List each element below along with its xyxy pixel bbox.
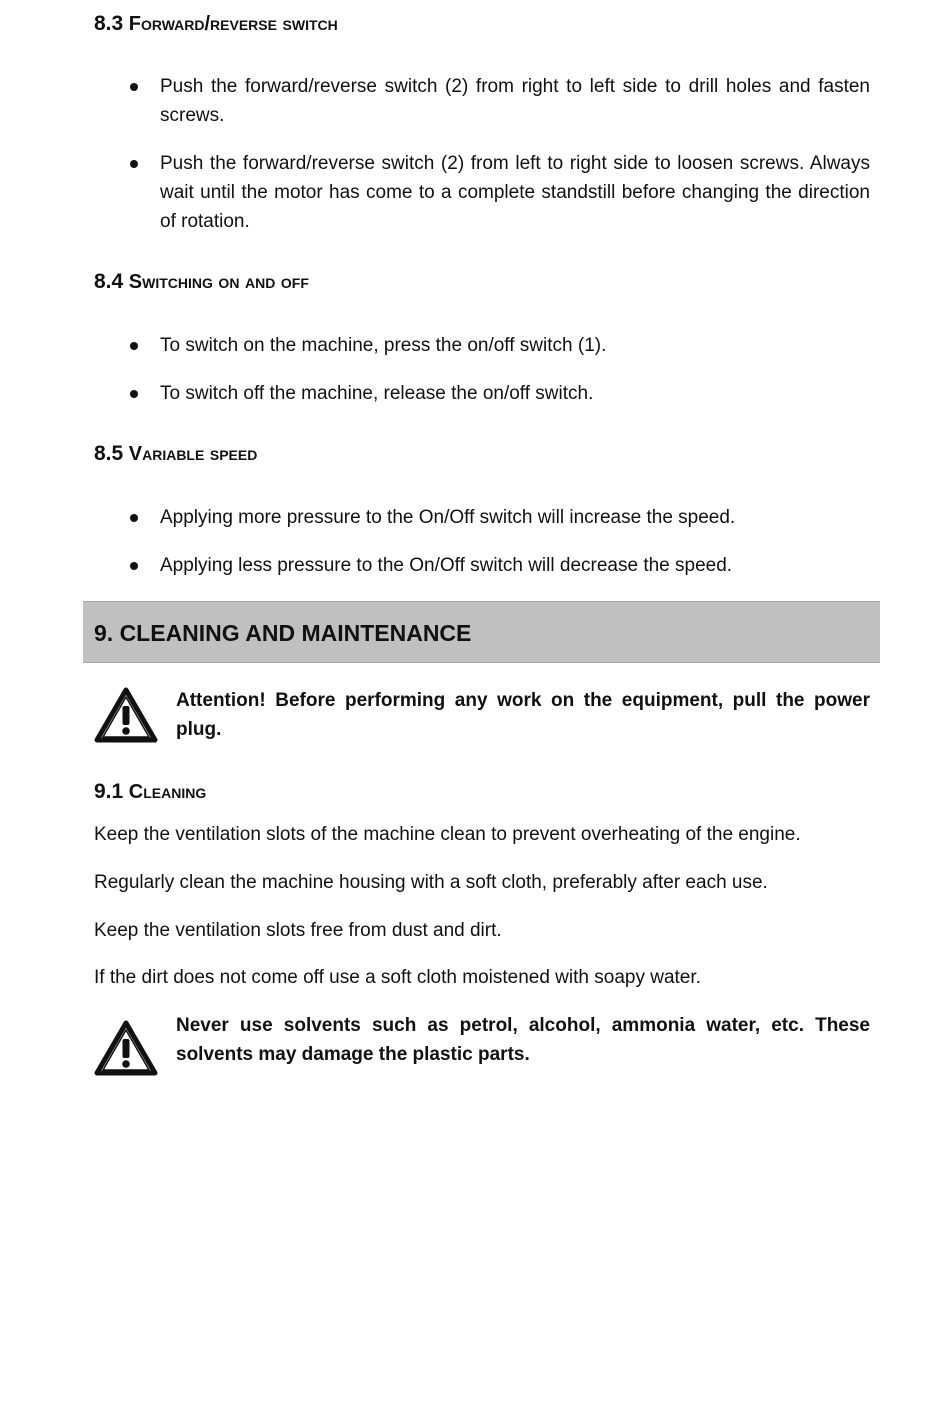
paragraph: If the dirt does not come off use a soft cloth moistened with soapy water.: [94, 967, 701, 988]
bullet-icon: [130, 342, 138, 350]
bullet-icon: [130, 390, 138, 398]
list-item: Push the forward/reverse switch (2) from right to left side to drill holes and fasten screws.: [124, 72, 870, 130]
list-item: Applying less pressure to the On/Off switch will decrease the speed.: [124, 551, 870, 580]
list-8-5: [124, 503, 870, 580]
heading-8-3: 8.3 Forward/reverse switch: [94, 12, 338, 35]
heading-8-4: 8.4 Switching on and off: [94, 270, 309, 293]
warning-triangle-icon: [94, 1019, 158, 1077]
warning-text: Attention! Before performing any work on the equipment, pull the power plug.: [176, 690, 870, 740]
heading-9-1: 9.1 Cleaning: [94, 780, 207, 803]
paragraph: Keep the ventilation slots of the machine clean to prevent overheating of the engine.: [94, 824, 801, 845]
list-item: Applying more pressure to the On/Off switch will increase the speed.: [124, 503, 870, 532]
bullet-icon: [130, 160, 138, 168]
section-title: 9. CLEANING AND MAINTENANCE: [94, 620, 472, 646]
bullet-icon: [130, 83, 138, 91]
list-8-4: [124, 331, 870, 408]
bullet-icon: [130, 514, 138, 522]
paragraph: Keep the ventilation slots free from dust and dirt.: [94, 920, 502, 941]
warning-text: Never use solvents such as petrol, alcohol, ammonia water, etc. These solvents may damage the plastic parts.: [176, 1015, 870, 1065]
list-8-3: [124, 72, 870, 236]
bullet-icon: [130, 562, 138, 570]
heading-8-5: 8.5 Variable speed: [94, 442, 258, 465]
warning-triangle-icon: [94, 686, 158, 744]
list-item: Push the forward/reverse switch (2) from left to right side to loosen screws. Always wait until the motor has come to a complete standstill before changing the direction of rotation.: [124, 149, 870, 236]
list-item: To switch off the machine, release the on/off switch.: [124, 379, 870, 408]
list-item: To switch on the machine, press the on/off switch (1).: [124, 331, 870, 360]
section-9-header: [83, 601, 880, 663]
paragraph: Regularly clean the machine housing with a soft cloth, preferably after each use.: [94, 872, 768, 893]
